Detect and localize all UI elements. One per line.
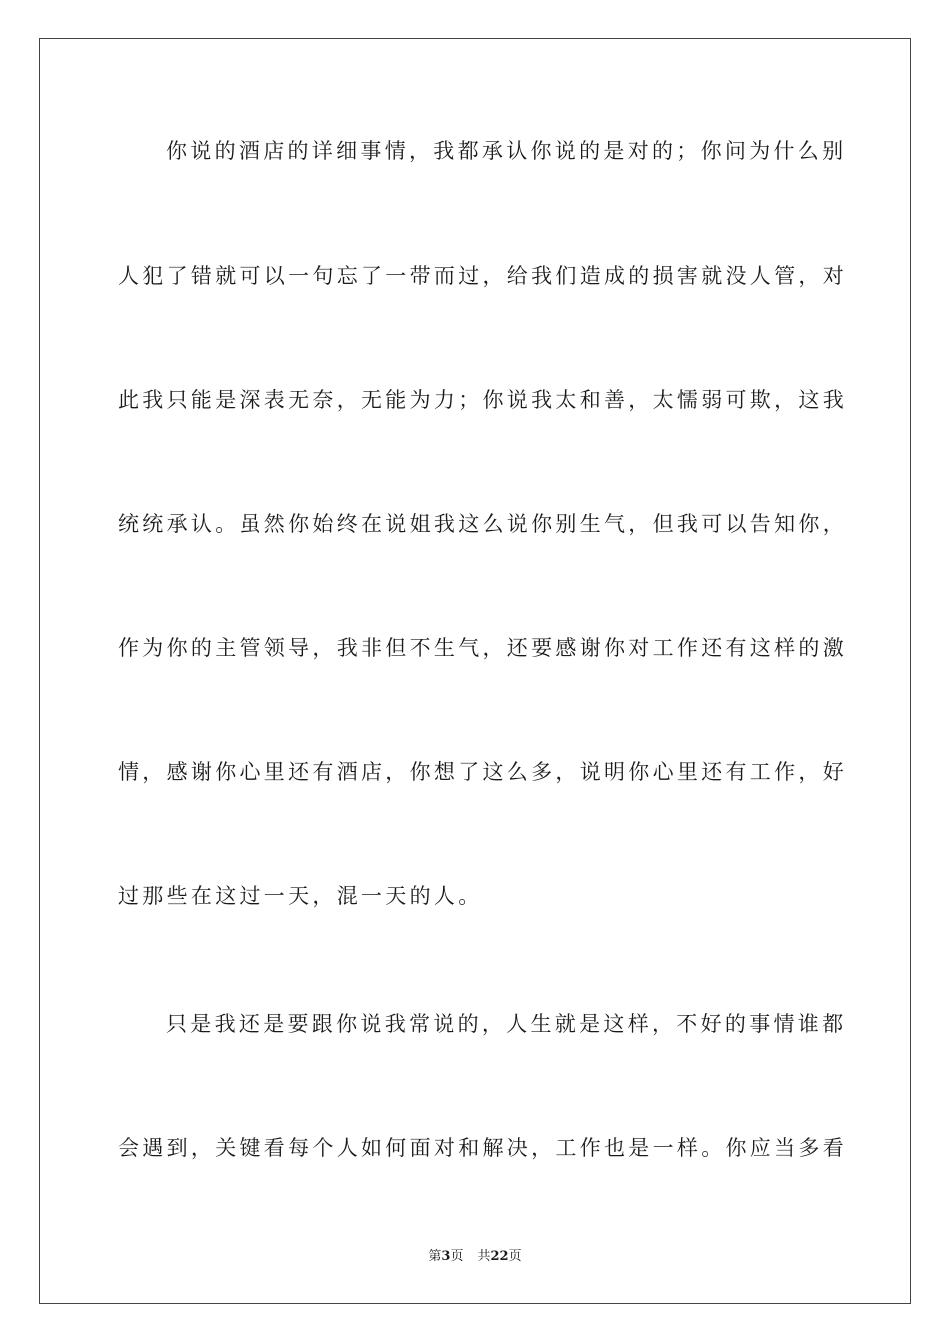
- paragraph-1-line-6: 情，感谢你心里还有酒店，你想了这么多，说明你心里还有工作，好: [118, 760, 847, 784]
- paragraph-1-line-5: 作为你的主管领导，我非但不生气，还要感谢你对工作还有这样的激: [118, 636, 847, 660]
- paragraph-1-line-7: 过那些在这过一天，混一天的人。: [118, 884, 483, 908]
- page-prefix: 第: [428, 1249, 442, 1264]
- total-prefix: 共: [477, 1249, 491, 1264]
- paragraph-1-line-1: 你说的酒店的详细事情，我都承认你说的是对的；你问为什么别: [166, 139, 847, 163]
- page-footer: [0, 1248, 950, 1266]
- paragraph-2-line-2: 会遇到，关键看每个人如何面对和解决，工作也是一样。你应当多看: [118, 1136, 847, 1160]
- paragraph-2-line-1: 只是我还是要跟你说我常说的，人生就是这样，不好的事情谁都: [166, 1012, 847, 1036]
- paragraph-1-line-3: 此我只能是深表无奈，无能为力；你说我太和善，太懦弱可欺，这我: [118, 388, 847, 412]
- total-pages: 22: [490, 1249, 509, 1264]
- page-suffix: 页: [450, 1249, 464, 1264]
- total-suffix: 页: [508, 1249, 522, 1264]
- paragraph-1-line-4: 统统承认。虽然你始终在说姐我这么说你别生气，但我可以告知你，: [118, 512, 847, 536]
- page-border: [39, 38, 911, 1304]
- paragraph-1-line-2: 人犯了错就可以一句忘了一带而过，给我们造成的损害就没人管，对: [118, 264, 847, 288]
- page-number: 3: [441, 1249, 451, 1264]
